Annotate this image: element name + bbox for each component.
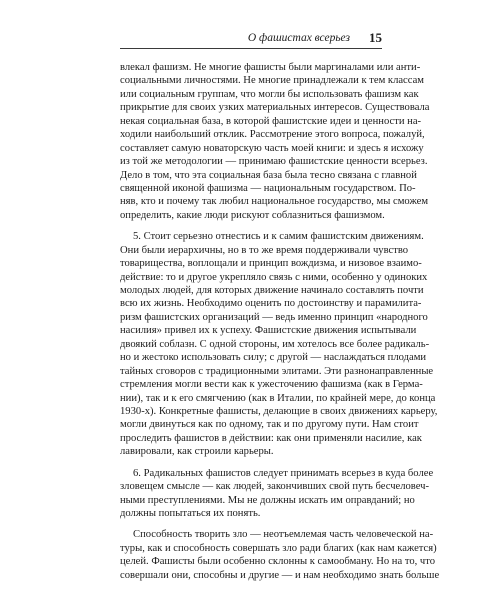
text-line: зловещем смысле — как людей, закончивших свой путь бесчеловеч- [120,481,430,493]
text-line: должны попытаться их понять. [120,508,261,519]
text-line: двоякий соблазн. С одной стороны, им хотелось все более радикаль- [120,338,430,350]
text-line: или социальным группам, что могли бы использовать фашизм как [120,88,419,100]
text-line: определить, какие люди рискуют соблазниться фашизмом. [120,209,385,221]
text-line: но и жестоко использовать силу; с другой — наслаждаться плодами [120,352,427,364]
paragraph [120,230,438,458]
text-line: влекал фашизм. Не многие фашисты были маргиналами или анти- [120,62,421,73]
text-line: совершали они, способны и другие — и нам необходимо знать больше [120,569,440,581]
text-line: нии), так и к его смягчению (как в Италии, по крайней мере, до конца [120,392,436,404]
text-line: 6. Радикальных фашистов следует принимать всерьез в куда более [133,467,434,479]
text-line: товарищества, воплощали и принцип вождизма, и низовое взаимо- [120,258,422,270]
text-line: ходили наибольший отклик. Рассмотрение этого вопроса, пожалуй, [120,129,425,141]
text-line: стремления могли вести как к ужесточению фашизма (как в Герма- [120,379,423,391]
text-line: ными преступлениями. Мы не должны искать им оправданий; но [120,494,415,506]
text-line: проследить фашистов в действии: как они применяли насилие, как [120,432,422,444]
text-line: Они были иерархичны, но в то же время поддерживали чувство [120,244,409,256]
header-rule [120,48,382,49]
running-title: О фашистах всерьез [247,32,350,44]
text-line: 5. Стоит серьезно отнестись и к самим фашистским движениям. [133,231,424,243]
text-line: ризм фашистских организаций — ведь именно принцип «народного [120,311,428,323]
page-header [120,31,382,49]
text-line: некая социальная база, в которой фашистские идеи и ценности на- [120,115,422,127]
paragraph [120,528,440,582]
body-text [120,61,440,590]
text-line: Способность творить зло — неотъемлемая часть человеческой на- [133,529,434,541]
text-line: составляет самую новаторскую часть моей книги: и здесь я исхожу [120,142,424,154]
text-line: всю их жизнь. Необходимо оценить по достоинству и парамилита- [120,298,422,310]
text-line: няв, кто и почему так любил национальное государство, мы сможем [120,196,429,208]
text-line: действие: то и другое укрепляло связь с ними, особенно у одиноких [120,271,428,283]
text-line: 1930-х). Конкретные фашисты, делающие в своих движениях карьеру, [120,405,438,417]
text-line: тайных сговоров с традиционными элитами. Эти разнонаправленные [120,365,434,377]
text-line: социальными личностями. Не многие принадлежали к тем классам [120,75,425,87]
paragraph [120,61,430,222]
page-number: 15 [369,30,382,45]
text-line: лавировали, как строили карьеры. [120,446,274,458]
paragraph [120,467,434,521]
text-line: священной иконой фашизма — национальным государством. По- [120,182,416,194]
text-line: Дело в том, что эта социальная база была тесно связана с главной [120,169,417,181]
text-line: туры, как и способность совершать зло ради благих (как нам кажется) [120,542,437,554]
text-line: из той же методологии — принимаю фашистские ценности всерьез. [120,156,428,168]
text-line: насилия» привел их к успеху. Фашистские движения испытывали [120,325,417,337]
text-line: могли двинуться как по одному, так и по другому пути. Нам стоит [120,419,419,431]
text-line: прикрытие для своих узких материальных интересов. Существовала [120,102,430,114]
text-line: молодых людей, для которых движение начинало составлять почти [120,285,424,296]
text-line: целей. Фашисты были особенно склонны к самообману. Но на то, что [120,556,436,568]
